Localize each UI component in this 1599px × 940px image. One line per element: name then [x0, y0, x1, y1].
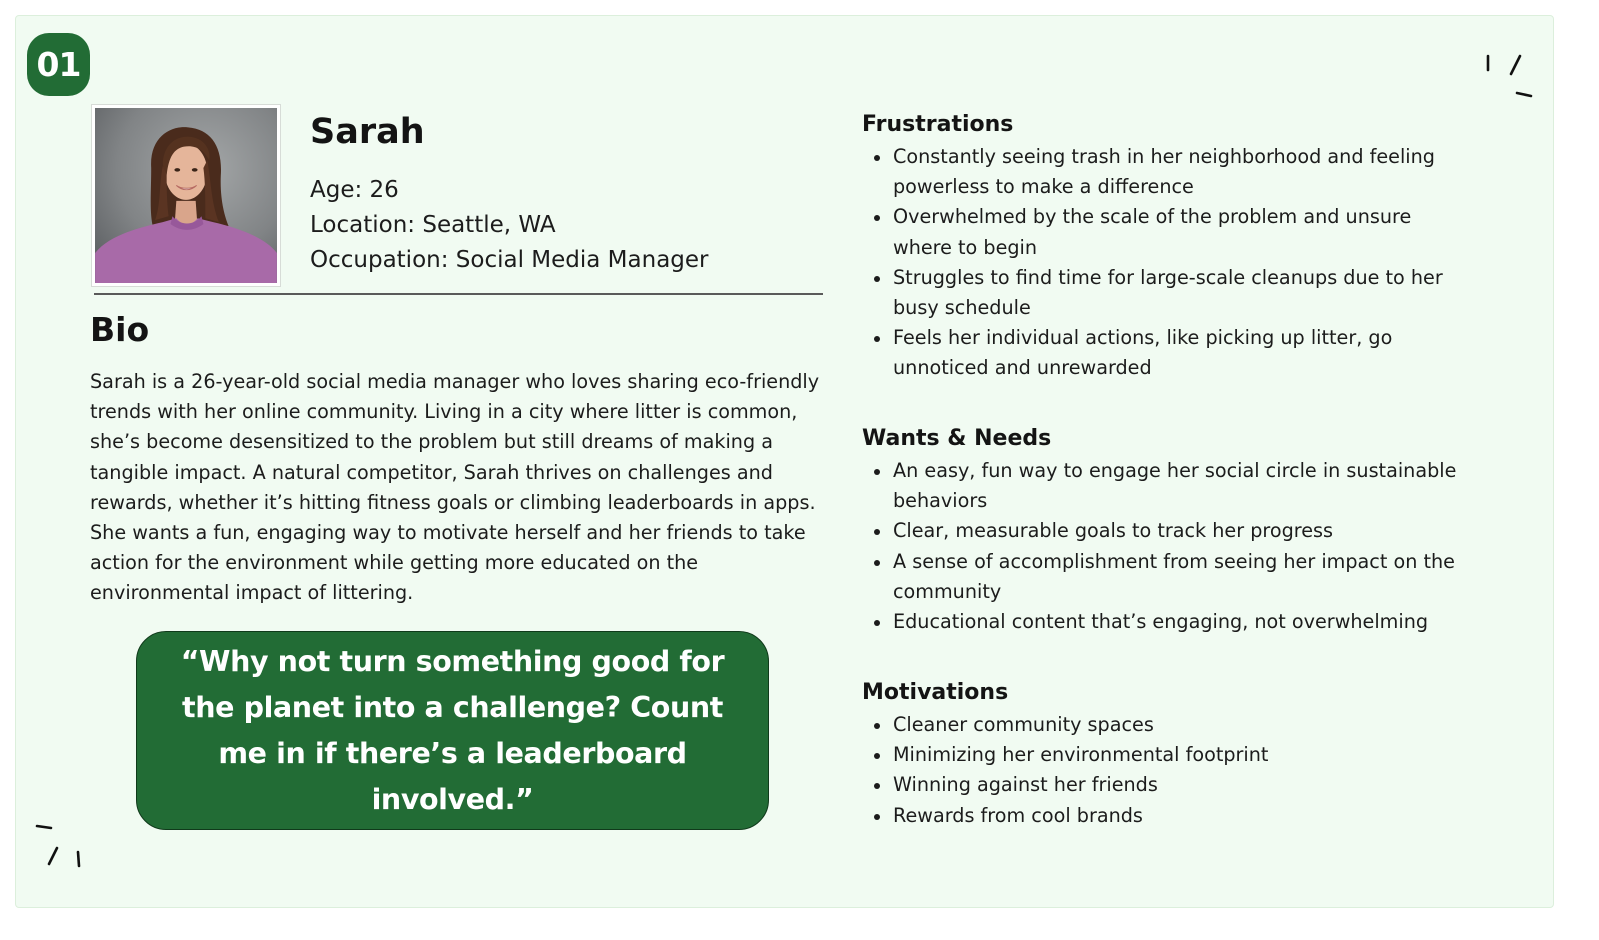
list-item: A sense of accomplishment from seeing her impact on the community	[872, 547, 1472, 607]
motivations-list	[872, 710, 1472, 831]
persona-occupation: Occupation: Social Media Manager	[310, 247, 709, 273]
list-item: Educational content that’s engaging, not overwhelming	[872, 607, 1472, 637]
bio-heading: Bio	[90, 310, 150, 349]
persona-age: Age: 26	[310, 177, 399, 203]
motivations-heading: Motivations	[862, 680, 1009, 705]
sparkle-lines-icon	[30, 818, 90, 870]
header-divider	[94, 293, 823, 295]
list-item: An easy, fun way to engage her social circle in sustainable behaviors	[872, 456, 1472, 516]
persona-name: Sarah	[310, 112, 425, 152]
persona-photo	[92, 105, 280, 286]
list-item: Minimizing her environmental footprint	[872, 740, 1472, 770]
quote-box	[136, 631, 769, 830]
frustrations-list	[872, 142, 1472, 384]
list-item: Struggles to find time for large-scale cleanups due to her busy schedule	[872, 263, 1472, 323]
persona-number-badge: 01	[27, 33, 90, 96]
frustrations-heading: Frustrations	[862, 112, 1014, 137]
list-item: Clear, measurable goals to track her progress	[872, 516, 1472, 546]
portrait-image	[95, 108, 277, 283]
wants-needs-heading: Wants & Needs	[862, 426, 1052, 451]
list-item: Constantly seeing trash in her neighborhood and feeling powerless to make a difference	[872, 142, 1472, 202]
bio-text: Sarah is a 26-year-old social media manager who loves sharing eco-friendly trends with her online community. Living in a city where litter is common, she’s become desensitized to the problem but still dreams of making a tangible impact. A natural competitor, Sarah thrives on challenges and rewards, whether it’s hitting fitness goals or climbing leaderboards in apps. She wants a fun, engaging way to motivate herself and her friends to take action for the environment while getting more educated on the environmental impact of littering.	[90, 370, 820, 605]
list-item: Overwhelmed by the scale of the problem and unsure where to begin	[872, 202, 1472, 262]
list-item: Rewards from cool brands	[872, 801, 1472, 831]
wants-needs-list	[872, 456, 1472, 637]
list-item: Feels her individual actions, like picking up litter, go unnoticed and unrewarded	[872, 323, 1472, 383]
persona-location: Location: Seattle, WA	[310, 212, 556, 238]
list-item: Winning against her friends	[872, 770, 1472, 800]
list-item: Cleaner community spaces	[872, 710, 1472, 740]
sparkle-lines-icon	[1480, 50, 1540, 102]
quote-text: “Why not turn something good for the planet into a challenge? Count me in if there’s a leaderboard involved.”	[180, 644, 725, 816]
